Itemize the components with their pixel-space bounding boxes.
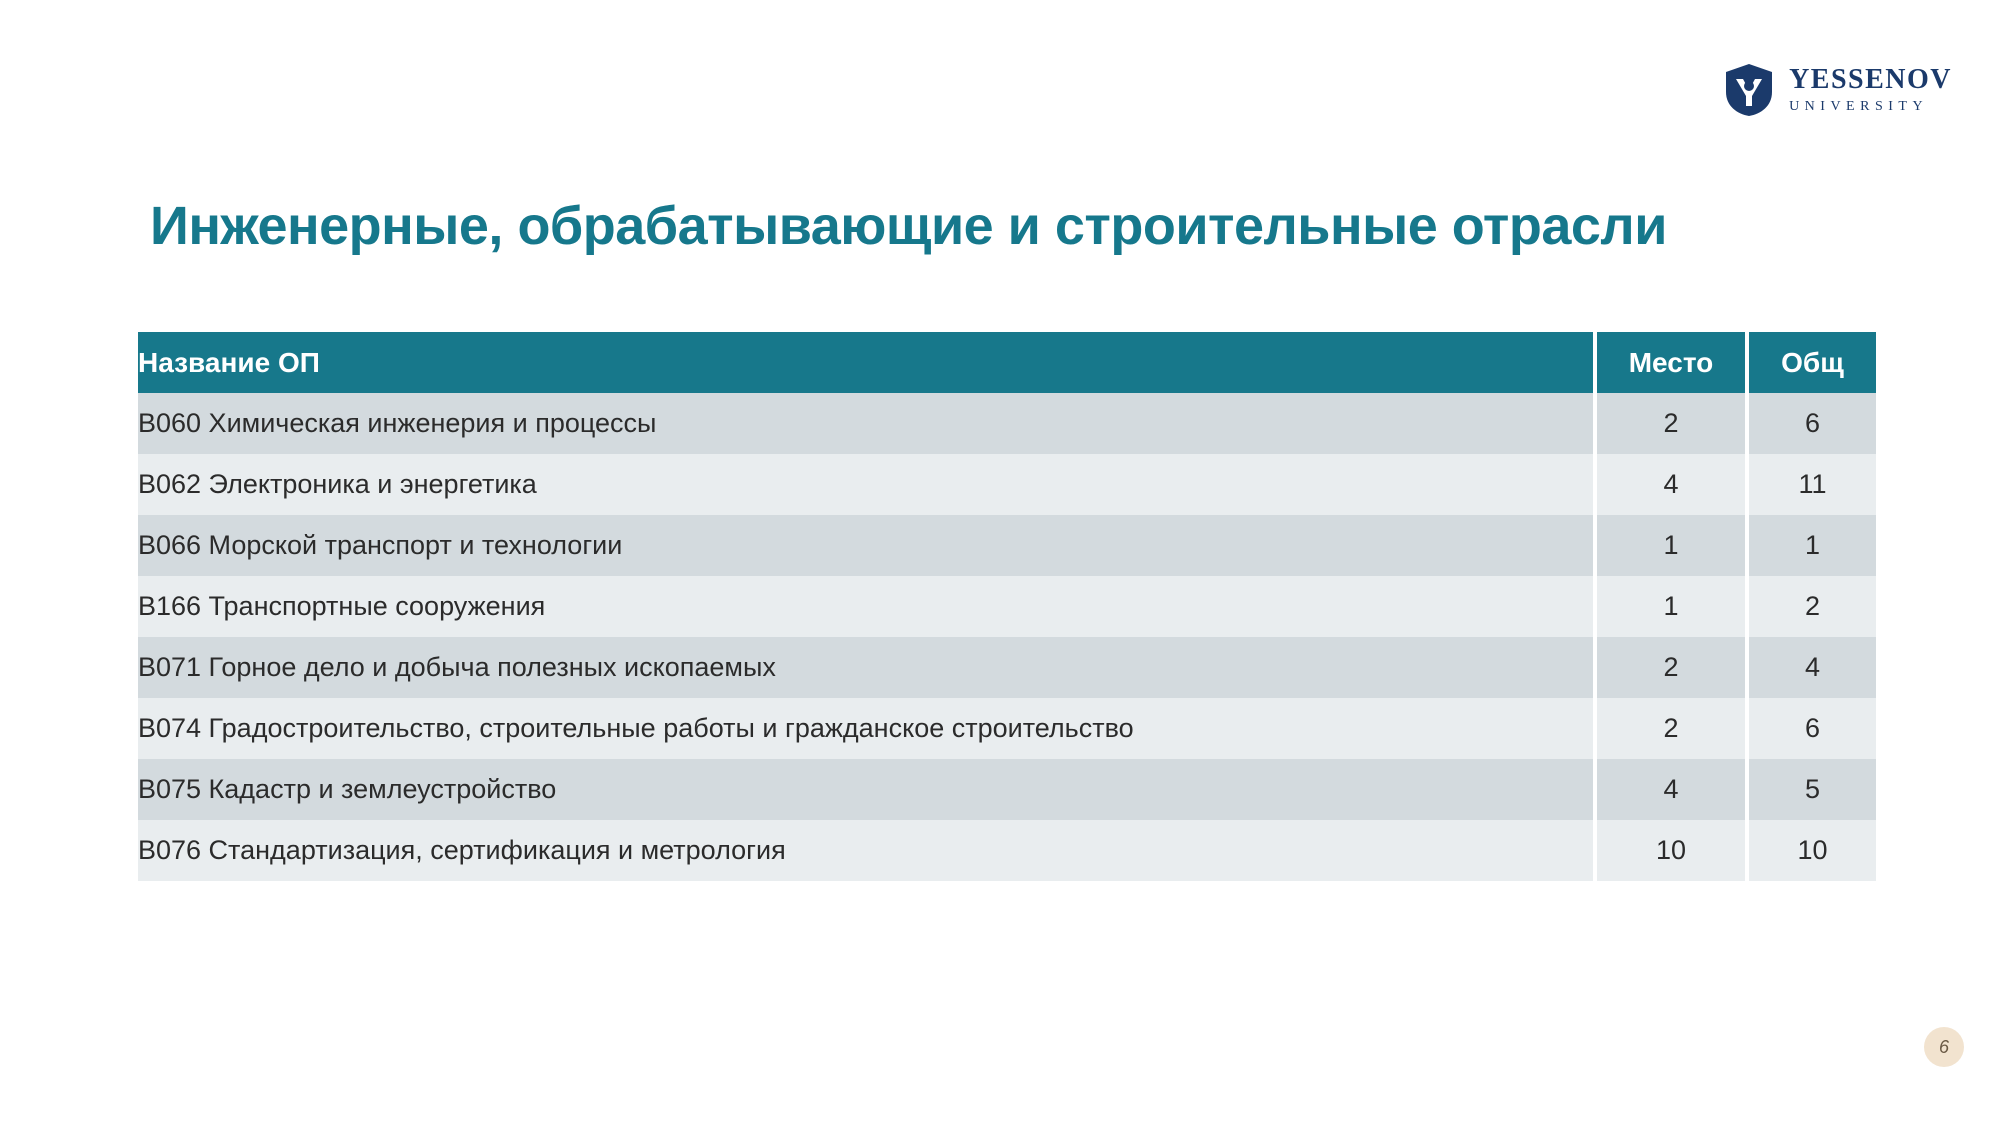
cell-program-name: B074 Градостроительство, строительные работы и гражданское строительство <box>138 698 1595 759</box>
cell-total: 5 <box>1747 759 1876 820</box>
cell-program-name: B060 Химическая инженерия и процессы <box>138 393 1595 454</box>
cell-place: 1 <box>1595 515 1747 576</box>
table-row <box>138 637 1876 698</box>
cell-total: 6 <box>1747 698 1876 759</box>
cell-place: 2 <box>1595 393 1747 454</box>
table-row <box>138 454 1876 515</box>
cell-place: 10 <box>1595 820 1747 881</box>
table-row <box>138 515 1876 576</box>
cell-program-name: B075 Кадастр и землеустройство <box>138 759 1595 820</box>
cell-total: 6 <box>1747 393 1876 454</box>
cell-program-name: B066 Морской транспорт и технологии <box>138 515 1595 576</box>
cell-program-name: B076 Стандартизация, сертификация и метрология <box>138 820 1595 881</box>
brand-logo-text <box>1789 66 1952 114</box>
cell-total: 4 <box>1747 637 1876 698</box>
cell-total: 1 <box>1747 515 1876 576</box>
yessenov-shield-icon <box>1723 62 1775 118</box>
brand-logo <box>1723 62 1952 118</box>
cell-place: 2 <box>1595 698 1747 759</box>
page-title: Инженерные, обрабатывающие и строительные отрасли <box>150 196 1667 256</box>
table-row <box>138 820 1876 881</box>
brand-name: YESSENOV <box>1789 64 1952 95</box>
cell-program-name: B071 Горное дело и добыча полезных ископаемых <box>138 637 1595 698</box>
programs-table <box>138 332 1868 881</box>
table-row <box>138 698 1876 759</box>
column-header-name: Название ОП <box>138 332 1595 393</box>
table-row <box>138 576 1876 637</box>
page-number-badge: 6 <box>1924 1027 1964 1067</box>
brand-subtitle: UNIVERSITY <box>1789 99 1929 114</box>
table-header-row <box>138 332 1876 393</box>
cell-place: 4 <box>1595 759 1747 820</box>
cell-total: 11 <box>1747 454 1876 515</box>
table-row <box>138 759 1876 820</box>
column-header-total: Общ <box>1747 332 1876 393</box>
cell-place: 4 <box>1595 454 1747 515</box>
column-header-place: Место <box>1595 332 1747 393</box>
cell-total: 10 <box>1747 820 1876 881</box>
table-row <box>138 393 1876 454</box>
cell-program-name: B062 Электроника и энергетика <box>138 454 1595 515</box>
cell-place: 1 <box>1595 576 1747 637</box>
cell-total: 2 <box>1747 576 1876 637</box>
cell-program-name: B166 Транспортные сооружения <box>138 576 1595 637</box>
cell-place: 2 <box>1595 637 1747 698</box>
